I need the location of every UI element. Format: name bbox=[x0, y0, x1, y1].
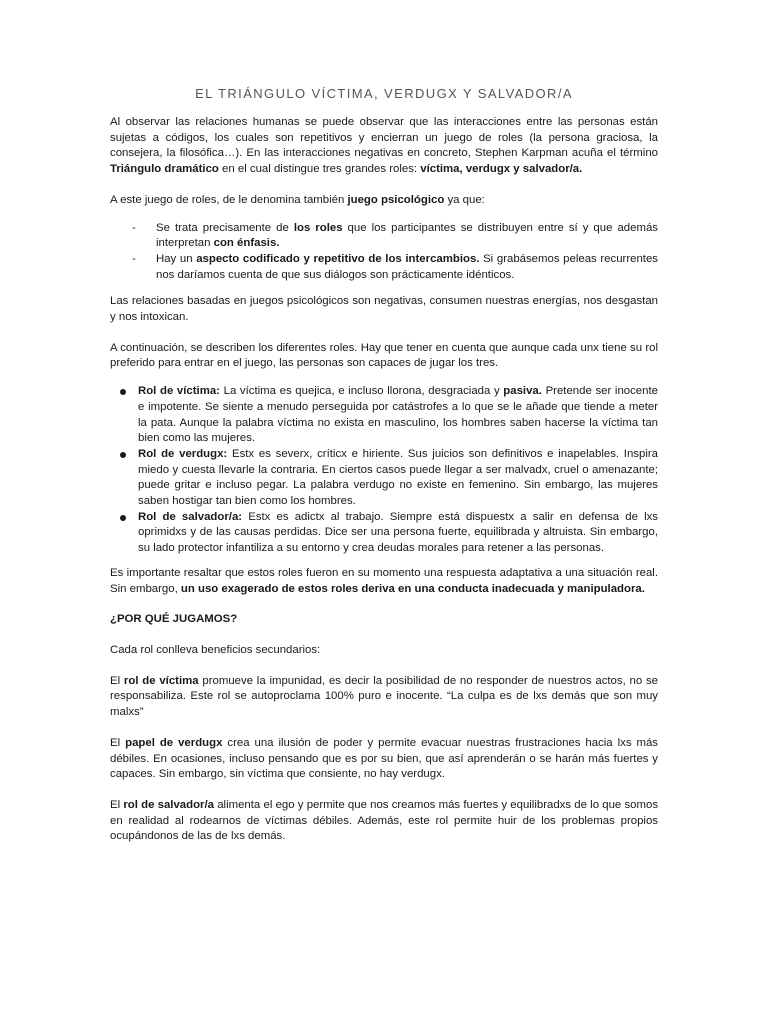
dash-item-text: Se trata precisamente de bbox=[156, 221, 294, 234]
bullet-dot-icon bbox=[120, 515, 126, 521]
dash-marker: - bbox=[132, 221, 136, 234]
bullet-dot-icon bbox=[120, 452, 126, 458]
importante-text: Es importante resaltar que estos roles fueron en su momento una respuesta adaptativa a una situación real. Sin embargo, bbox=[110, 566, 658, 595]
dash-item-bold: con énfasis. bbox=[213, 237, 280, 250]
salvador-bold: rol de salvador/a bbox=[123, 798, 214, 811]
negativas-paragraph: Las relaciones basadas en juegos psicológicos son negativas, consumen nuestras energías, nos desgastan y nos intoxican. bbox=[110, 295, 658, 324]
verdugx-text-2: crea una ilusión de poder y permite evacuar nuestras frustraciones hacia lxs más débiles. En ocasiones, incluso pensando que es por su bien, que así aprenderán o se harán más fuertes y capaces. Sin embargo, sin víctima que consiente, no hay verdugx. bbox=[110, 736, 659, 781]
juego-paragraph bbox=[110, 193, 658, 209]
role-label: Rol de salvador/a: bbox=[138, 510, 243, 523]
intro-text-2: en el cual distingue tres grandes roles: bbox=[218, 163, 421, 176]
juego-text-1: A este juego de roles, de le denomina también bbox=[110, 193, 348, 206]
victima-bold: rol de víctima bbox=[123, 674, 199, 687]
role-label: Rol de víctima: bbox=[138, 385, 220, 398]
bullet-dot-icon bbox=[120, 389, 126, 395]
section-heading-jugamos: ¿POR QUÉ JUGAMOS? bbox=[110, 613, 238, 626]
importante-bold: un uso exagerado de estos roles deriva en una conducta inadecuada y manipuladora. bbox=[180, 582, 645, 595]
continuacion-paragraph: A continuación, se describen los diferentes roles. Hay que tener en cuenta que aunque cada unx tiene su rol preferido para entrar en el juego, las personas son capaces de jugar los tres. bbox=[110, 341, 658, 370]
role-item-verdugx bbox=[138, 447, 658, 510]
victima-text-1: El bbox=[110, 674, 124, 687]
verdugx-bold: papel de verdugx bbox=[125, 736, 223, 749]
role-text: Pretende ser inocente e impotente. Se siente a menudo perseguida por catástrofes a lo que se le añade que tiende a meter la pata. Aunque la palabra víctima no exista en masculino, los hombres saben hacerse la víctima tan bien como las mujeres. bbox=[138, 385, 658, 445]
role-item-victima bbox=[138, 384, 658, 447]
dash-list bbox=[110, 221, 658, 284]
verdugx-text-1: El bbox=[110, 736, 126, 749]
salvador-text-2: alimenta el ego y permite que nos creamos más fuertes y equilibradxs de lo que somos en realidad al rodearnos de víctimas débiles. Además, este rol permite huir de los problemas propios ocupándonos de las de lxs demás. bbox=[110, 798, 659, 843]
role-text: Estx es adictx al trabajo. Siempre está dispuestx a salir en defensa de lxs oprimidxs y de las causas perdidas. Dice ser una persona fuerte, equilibrada y altruista. Sin embargo, su lado protector infantiliza a su entorno y crea deudas morales para retener a las personas. bbox=[138, 510, 658, 555]
dash-item-bold: aspecto codificado y repetitivo de los intercambios. bbox=[196, 252, 480, 265]
victima-paragraph bbox=[110, 674, 658, 721]
importante-paragraph bbox=[110, 566, 658, 597]
salvador-text-1: El bbox=[110, 798, 124, 811]
verdugx-paragraph bbox=[110, 736, 658, 783]
juego-bold-1: juego psicológico bbox=[347, 193, 445, 206]
dash-item-text: Hay un bbox=[156, 252, 197, 265]
dash-item-text: Si grabásemos peleas recurrentes nos daríamos cuenta de que sus diálogos son prácticamente idénticos. bbox=[156, 252, 658, 281]
roles-list bbox=[110, 384, 658, 557]
salvador-paragraph bbox=[110, 798, 658, 845]
dash-item-text: que los participantes se distribuyen entre sí y que además interpretan bbox=[156, 221, 658, 250]
dash-list-item bbox=[132, 221, 658, 252]
dash-item-bold: los roles bbox=[293, 221, 343, 234]
intro-text-1: Al observar las relaciones humanas se puede observar que las interacciones entre las personas están sujetas a códigos, los cuales son repetitivos y encierran un juego de roles (la persona graciosa, la consejera, la filosófica…). En las interacciones negativas en concreto, Stephen Karpman acuña el término bbox=[110, 116, 658, 160]
dash-marker: - bbox=[132, 252, 136, 265]
intro-bold-2: víctima, verdugx y salvador/a. bbox=[420, 163, 583, 176]
role-text: Estx es severx, críticx e hiriente. Sus juicios son definitivos e inapelables. Inspira miedo y cuesta llevarle la contraria. En ciertos casos puede llegar a ser malvadx, cruel o amenazante; puede gritar e incluso pegar. La palabra verdugo no existe en femenino. Sin embargo, las mujeres saben hostigar tan bien como los hombres. bbox=[138, 447, 658, 508]
dash-list-item bbox=[132, 252, 658, 283]
role-label: Rol de verdugx: bbox=[138, 447, 228, 460]
intro-bold-1: Triángulo dramático bbox=[110, 163, 219, 176]
juego-text-2: ya que: bbox=[444, 193, 485, 206]
role-bold: pasiva. bbox=[503, 385, 542, 398]
document-title: EL TRIÁNGULO VÍCTIMA, VERDUGX Y SALVADOR/A bbox=[195, 86, 573, 101]
role-item-salvador bbox=[138, 510, 658, 557]
beneficios-paragraph: Cada rol conlleva beneficios secundarios: bbox=[110, 643, 321, 656]
role-text: La víctima es quejica, e incluso llorona, desgraciada y bbox=[219, 385, 504, 398]
victima-text-2: promueve la impunidad, es decir la posibilidad de no responder de nuestros actos, no se responsabiliza. Este rol se autoproclama 100% puro e inocente. “La culpa es de lxs demás que son muy malxs” bbox=[110, 674, 659, 719]
intro-paragraph bbox=[110, 115, 658, 178]
